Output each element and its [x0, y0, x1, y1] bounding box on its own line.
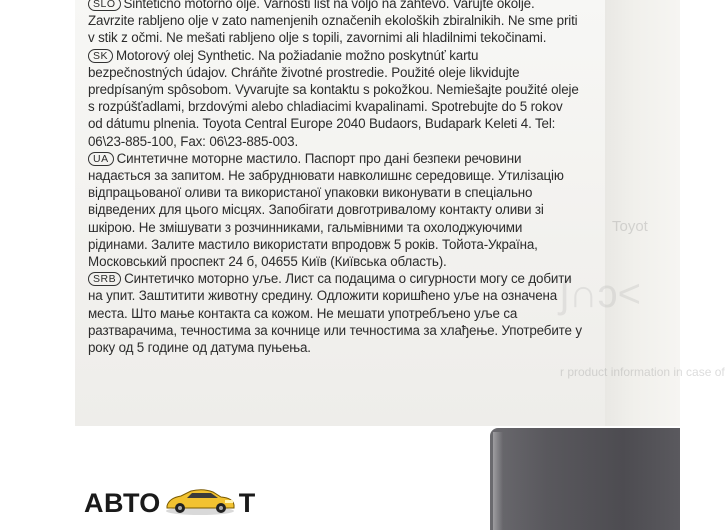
text-line: od dátumu plnenia. Toyota Central Europe 2040 Budaors, Budapark Keleti 4. Tel:	[88, 116, 556, 132]
section-slo	[88, 0, 588, 47]
text-line: разтварачима, течностима за кочнице или течностима за хлађење. Употребите у	[88, 322, 582, 338]
text-line: відведених для цього місцях. Запобігати довготривалому контакту оливи зі	[88, 202, 544, 218]
watermark-text-left: АВТО	[84, 487, 161, 518]
line-text: Motorový olej Synthetic. Na požiadanie možno poskytnúť kartu	[116, 47, 479, 63]
line-text: Синтетичне моторне мастило. Паспорт про дані безпеки речовини	[116, 150, 522, 166]
text-line: Zavrzite rabljeno olje v zato namenjenih označenih ekoloških zbiralnikih. Ne sme priti	[88, 13, 578, 29]
section-sk	[88, 47, 588, 150]
language-code-badge: SLO	[88, 0, 121, 11]
watermark-text-right: Т	[238, 487, 256, 518]
cap-highlight	[493, 432, 503, 530]
text-line: bezpečnostných údajov. Chráňte životné prostredie. Použité oleje likvidujte	[88, 64, 520, 80]
language-code-badge: SK	[88, 49, 113, 63]
ghost-print-fragment: Toyot	[612, 218, 648, 235]
text-line: відпрацьованої оливи та використаної упаковки виконувати в спеціально	[88, 185, 533, 201]
text-line: Московський проспект 24 б, 04655 Київ (Київська область).	[88, 254, 447, 270]
language-code-badge: SRB	[88, 272, 121, 286]
text-line: 06\23-885-100, Fax: 06\23-885-003.	[88, 133, 299, 149]
text-line: рідинами. Залите мастило використати впродовж 5 років. Тойота-Україна,	[88, 236, 538, 252]
store-watermark-logo	[84, 488, 255, 518]
line-text: Sintetično motorno olje. Varnosti list na voljo na zahtevo. Varujte okolje.	[123, 0, 535, 11]
text-line: s rozpúšťadlami, brzdovými alebo chladiacimi kvapalinami. Spotrebujte do 5 rokov	[88, 99, 563, 115]
text-line: места. Што мање контакта са кожом. Не мешати употребљено уље са	[88, 305, 518, 321]
text-line	[88, 47, 588, 64]
line-text: Синтетичко моторно уље. Лист са подацима о сигурности могу се добити	[124, 271, 572, 287]
bottle-cap	[490, 428, 680, 530]
label-text-block	[88, 0, 588, 356]
text-line: шкірою. Не змішувати з розчинниками, гальмівними та охолоджуючими	[88, 219, 523, 235]
ghost-print-line: r product information in case of	[560, 365, 725, 379]
text-line	[88, 0, 588, 12]
section-srb	[88, 270, 588, 356]
text-line	[88, 150, 588, 167]
ghost-print-glyphs: ʃ∩ↄ<	[560, 272, 641, 316]
text-line	[88, 270, 588, 287]
text-line: року од 5 године од датума пуњења.	[88, 340, 311, 356]
section-ua	[88, 150, 588, 270]
text-line: на упит. Заштитити животну средину. Одложити коришћено уље на означена	[88, 288, 558, 304]
car-icon	[163, 486, 237, 521]
label-edge	[605, 0, 680, 426]
language-code-badge: UA	[88, 152, 114, 166]
text-line: надається за запитом. Не забруднювати навколишнє середовище. Утилізацію	[88, 168, 564, 184]
text-line: v stik z očmi. Ne mešati rabljeno olje s topili, zavornimi ali hladilnimi tekočinami.	[88, 30, 547, 46]
text-line: predpísaným spôsobom. Vyvarujte sa kontaktu s pokožkou. Nemiešajte použité oleje	[88, 82, 579, 98]
